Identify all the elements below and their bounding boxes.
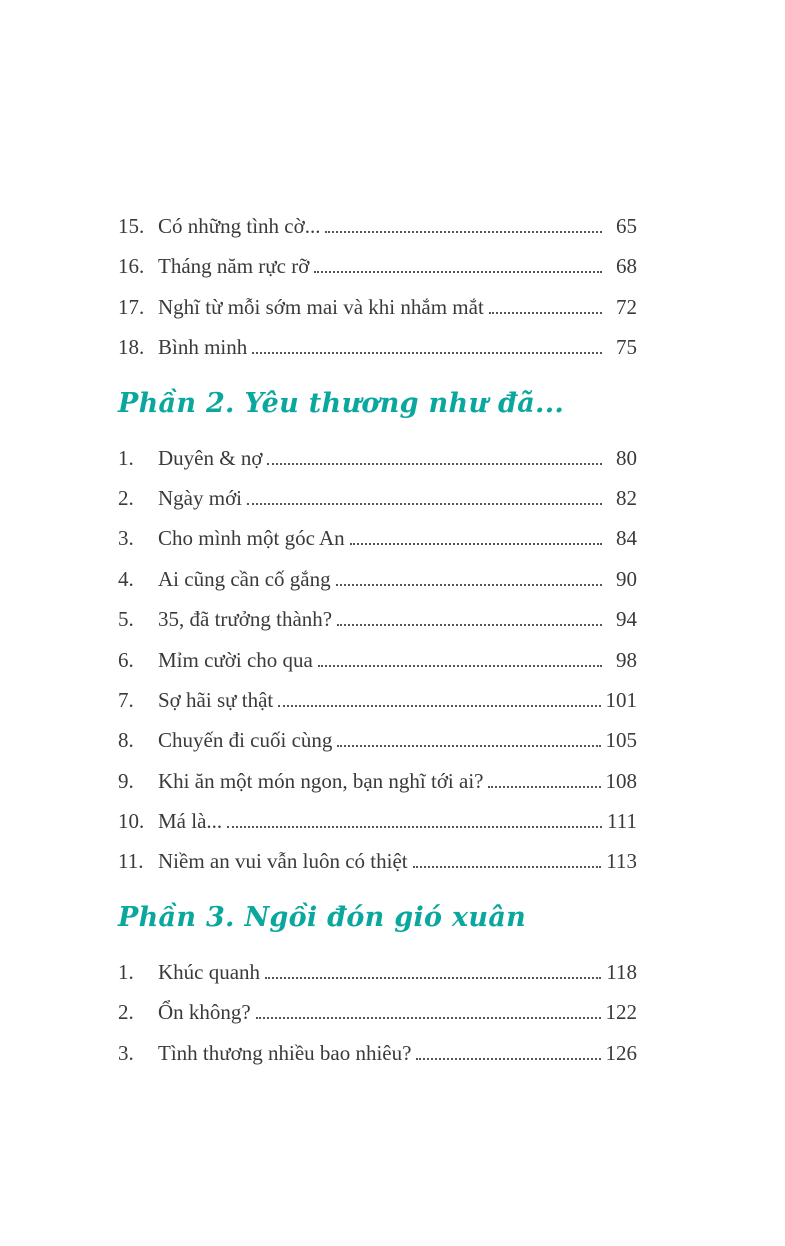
entry-title: Khúc quanh xyxy=(158,959,261,984)
toc-entry xyxy=(118,599,637,639)
entry-number: 11. xyxy=(118,849,144,874)
entry-title: Duyên & nợ xyxy=(158,445,263,470)
entry-title: Có những tình cờ... xyxy=(158,214,321,238)
entry-page-number: 68 xyxy=(616,254,637,279)
entry-number: 9. xyxy=(118,768,134,793)
toc-entry xyxy=(118,438,637,478)
entry-page-number: 75 xyxy=(616,335,637,360)
entry-title: Nghĩ từ mỗi sớm mai và khi nhắm mắt xyxy=(158,294,484,319)
toc-entry xyxy=(118,518,637,558)
entry-number: 3. xyxy=(118,1040,134,1065)
entry-page-number: 65 xyxy=(616,214,637,238)
entry-title: Mỉm cười cho qua xyxy=(158,647,313,672)
toc-entry xyxy=(118,680,637,720)
entry-number: 5. xyxy=(118,607,134,632)
dotted-leader xyxy=(256,1016,601,1019)
entry-page-number: 122 xyxy=(605,1000,637,1025)
dotted-leader xyxy=(489,311,602,314)
section-heading: Phần 2. Yêu thương như đã... xyxy=(118,387,565,419)
entry-number: 16. xyxy=(118,254,145,279)
entry-number: 15. xyxy=(118,214,145,238)
entry-title: Chuyến đi cuối cùng xyxy=(158,728,333,753)
entry-page-number: 108 xyxy=(605,768,637,793)
entry-page-number: 126 xyxy=(605,1040,637,1065)
entry-number: 10. xyxy=(118,809,145,834)
entry-page-number: 111 xyxy=(607,809,637,834)
entry-page-number: 101 xyxy=(605,687,637,712)
entry-page-number: 98 xyxy=(616,647,637,672)
entry-page-number: 80 xyxy=(616,445,637,470)
toc-entry xyxy=(118,559,637,599)
toc-entry xyxy=(118,952,637,992)
entry-number: 18. xyxy=(118,335,145,360)
entry-number: 3. xyxy=(118,526,134,551)
entry-title: Tháng năm rực rỡ xyxy=(158,254,310,279)
dotted-leader xyxy=(247,502,602,505)
entry-title: Bình minh xyxy=(158,335,248,360)
entry-page-number: 118 xyxy=(606,959,637,984)
entry-number: 2. xyxy=(118,485,134,510)
entry-title: Cho mình một góc An xyxy=(158,526,345,551)
dotted-leader xyxy=(337,744,600,747)
entry-title: Sợ hãi sự thật xyxy=(158,687,274,712)
dotted-leader xyxy=(227,825,602,828)
dotted-leader xyxy=(318,663,602,666)
toc-entry xyxy=(118,287,637,327)
dotted-leader xyxy=(252,351,602,354)
entry-title: Má là... xyxy=(158,809,223,834)
entry-page-number: 94 xyxy=(616,607,637,632)
dotted-leader xyxy=(416,1057,600,1060)
dotted-leader xyxy=(336,583,602,586)
table-of-contents xyxy=(118,206,637,1073)
entry-title: Tình thương nhiều bao nhiêu? xyxy=(158,1040,412,1065)
toc-entry xyxy=(118,246,637,286)
toc-entry xyxy=(118,720,637,760)
dotted-leader xyxy=(337,623,602,626)
entry-number: 17. xyxy=(118,294,145,319)
entry-title: Ai cũng cần cố gắng xyxy=(158,566,331,591)
entry-number: 8. xyxy=(118,728,134,753)
entry-page-number: 84 xyxy=(616,526,637,551)
entry-page-number: 82 xyxy=(616,485,637,510)
entry-page-number: 105 xyxy=(605,728,637,753)
entry-number: 1. xyxy=(118,959,134,984)
dotted-leader xyxy=(325,230,602,233)
entry-title: Niềm an vui vẫn luôn có thiệt xyxy=(158,849,408,874)
entry-number: 1. xyxy=(118,445,134,470)
entry-number: 6. xyxy=(118,647,134,672)
toc-entry xyxy=(118,841,637,881)
dotted-leader xyxy=(350,542,602,545)
dotted-leader xyxy=(265,976,601,979)
toc-entry xyxy=(118,801,637,841)
dotted-leader xyxy=(314,270,602,273)
entry-title: Ngày mới xyxy=(158,485,243,510)
entry-number: 7. xyxy=(118,687,134,712)
entry-page-number: 90 xyxy=(616,566,637,591)
dotted-leader xyxy=(488,785,600,788)
entry-number: 2. xyxy=(118,1000,134,1025)
toc-entry xyxy=(118,640,637,680)
entry-title: 35, đã trưởng thành? xyxy=(158,607,333,632)
dotted-leader xyxy=(278,704,600,707)
toc-entry xyxy=(118,206,637,246)
entry-title: Khi ăn một món ngon, bạn nghĩ tới ai? xyxy=(158,768,484,793)
toc-entry xyxy=(118,478,637,518)
entry-title: Ổn không? xyxy=(158,1000,251,1025)
dotted-leader xyxy=(267,462,602,465)
toc-entry xyxy=(118,1033,637,1073)
section-heading: Phần 3. Ngồi đón gió xuân xyxy=(118,901,527,933)
toc-entry xyxy=(118,327,637,367)
entry-page-number: 72 xyxy=(616,294,637,319)
entry-number: 4. xyxy=(118,566,134,591)
toc-entry xyxy=(118,992,637,1032)
dotted-leader xyxy=(413,865,602,868)
toc-entry xyxy=(118,761,637,801)
entry-page-number: 113 xyxy=(606,849,637,874)
